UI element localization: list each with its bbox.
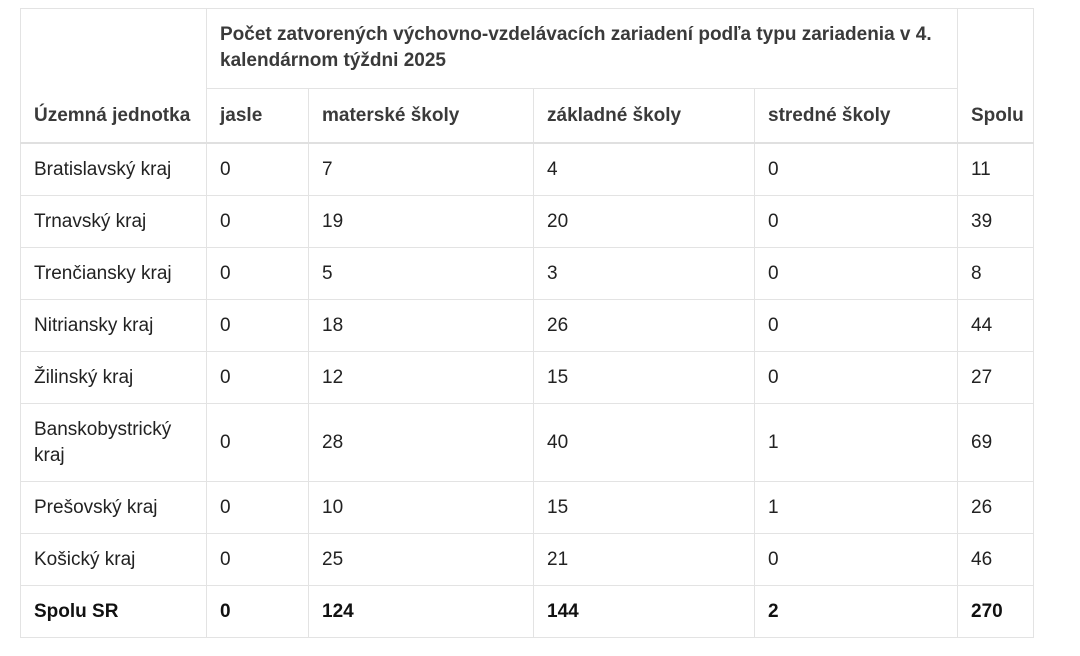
cell-zakladne: 3 — [534, 248, 755, 300]
cell-stredne: 0 — [755, 352, 958, 404]
cell-stredne: 0 — [755, 534, 958, 586]
cell-jasle: 0 — [207, 404, 309, 482]
group-header-title: Počet zatvorených výchovno-vzdelávacích zariadení podľa typu zariadenia v 4. kalendárnom týždni 2025 — [207, 9, 958, 89]
cell-spolu: 11 — [958, 143, 1034, 196]
table-row — [21, 196, 1034, 248]
cell-zakladne: 20 — [534, 196, 755, 248]
cell-stredne: 0 — [755, 300, 958, 352]
cell-spolu: 44 — [958, 300, 1034, 352]
cell-total-unit: Spolu SR — [21, 586, 207, 638]
cell-spolu: 27 — [958, 352, 1034, 404]
cell-unit: Nitriansky kraj — [21, 300, 207, 352]
cell-unit: Žilinský kraj — [21, 352, 207, 404]
column-header-zakladne: základné školy — [534, 89, 755, 144]
cell-unit: Trenčiansky kraj — [21, 248, 207, 300]
cell-jasle: 0 — [207, 300, 309, 352]
table-row — [21, 248, 1034, 300]
column-header-stredne: stredné školy — [755, 89, 958, 144]
cell-total-jasle: 0 — [207, 586, 309, 638]
cell-jasle: 0 — [207, 482, 309, 534]
cell-zakladne: 21 — [534, 534, 755, 586]
cell-materske: 19 — [309, 196, 534, 248]
table-header — [21, 9, 1034, 144]
table-row — [21, 482, 1034, 534]
cell-materske: 28 — [309, 404, 534, 482]
cell-total-stredne: 2 — [755, 586, 958, 638]
cell-zakladne: 15 — [534, 352, 755, 404]
cell-zakladne: 15 — [534, 482, 755, 534]
cell-total-spolu: 270 — [958, 586, 1034, 638]
column-header-materske: materské školy — [309, 89, 534, 144]
column-header-unit: Územná jednotka — [21, 9, 207, 144]
cell-spolu: 26 — [958, 482, 1034, 534]
cell-spolu: 39 — [958, 196, 1034, 248]
cell-total-materske: 124 — [309, 586, 534, 638]
table-row — [21, 534, 1034, 586]
table-row — [21, 352, 1034, 404]
cell-zakladne: 4 — [534, 143, 755, 196]
cell-jasle: 0 — [207, 248, 309, 300]
closures-table-container — [20, 8, 1033, 638]
cell-stredne: 0 — [755, 143, 958, 196]
total-row — [21, 586, 1034, 638]
cell-stredne: 0 — [755, 196, 958, 248]
table-row — [21, 143, 1034, 196]
cell-unit: Prešovský kraj — [21, 482, 207, 534]
cell-stredne: 1 — [755, 404, 958, 482]
cell-jasle: 0 — [207, 534, 309, 586]
column-header-jasle: jasle — [207, 89, 309, 144]
cell-materske: 10 — [309, 482, 534, 534]
cell-unit: Banskobystrický kraj — [21, 404, 207, 482]
table-body — [21, 143, 1034, 638]
cell-stredne: 1 — [755, 482, 958, 534]
cell-materske: 5 — [309, 248, 534, 300]
cell-jasle: 0 — [207, 352, 309, 404]
cell-unit: Košický kraj — [21, 534, 207, 586]
cell-unit: Bratislavský kraj — [21, 143, 207, 196]
cell-spolu: 46 — [958, 534, 1034, 586]
cell-jasle: 0 — [207, 196, 309, 248]
table-row — [21, 300, 1034, 352]
header-row-group — [21, 9, 1034, 89]
cell-zakladne: 40 — [534, 404, 755, 482]
cell-total-zakladne: 144 — [534, 586, 755, 638]
cell-stredne: 0 — [755, 248, 958, 300]
closures-table — [20, 8, 1034, 638]
cell-spolu: 8 — [958, 248, 1034, 300]
table-row — [21, 404, 1034, 482]
cell-spolu: 69 — [958, 404, 1034, 482]
cell-materske: 18 — [309, 300, 534, 352]
cell-materske: 7 — [309, 143, 534, 196]
cell-zakladne: 26 — [534, 300, 755, 352]
cell-materske: 12 — [309, 352, 534, 404]
column-header-spolu: Spolu — [958, 9, 1034, 144]
cell-materske: 25 — [309, 534, 534, 586]
cell-unit: Trnavský kraj — [21, 196, 207, 248]
cell-jasle: 0 — [207, 143, 309, 196]
